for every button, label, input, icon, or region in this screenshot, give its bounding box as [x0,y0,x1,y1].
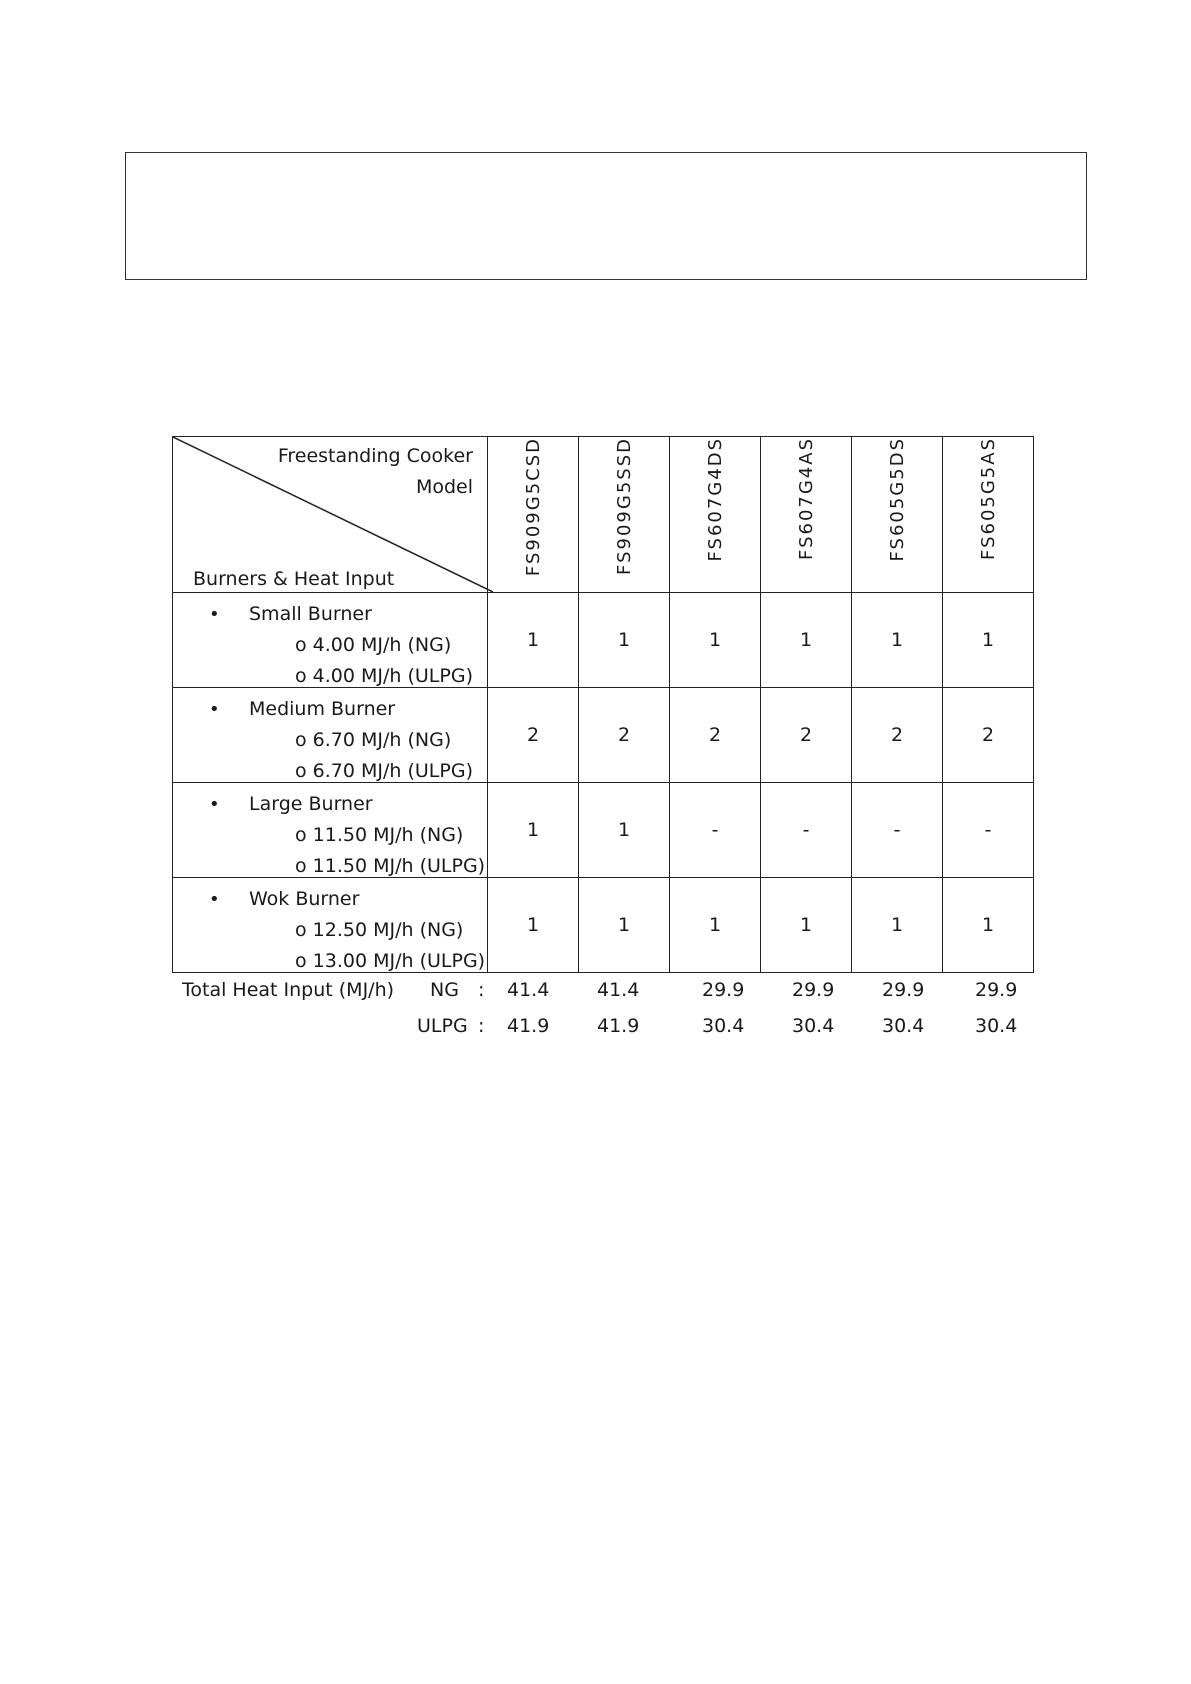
burner-label-cell [173,878,488,973]
burner-ulpg-rating: o 6.70 MJ/h (ULPG) [295,760,473,782]
corner-top-line1: Freestanding Cooker [277,445,473,467]
burner-ng-rating: o 6.70 MJ/h (NG) [295,729,452,751]
bullet: • [209,794,220,815]
separator: : [478,979,485,1001]
value-cell: 1 [488,593,579,688]
table-row [173,878,1034,973]
header-row [173,437,1034,593]
burner-ulpg-rating: o 4.00 MJ/h (ULPG) [295,665,473,687]
table-row [173,783,1034,878]
model-header [488,437,579,593]
table-row [173,688,1034,783]
model-header [670,437,761,593]
bullet: • [209,699,220,720]
model-label: FS607G4AS [795,437,817,560]
model-label: FS909G5CSD [522,437,544,577]
model-label: FS607G4DS [704,437,726,562]
value-cell: 1 [852,593,943,688]
totals-label: Total Heat Input (MJ/h) [182,979,395,1001]
total-heat-input [172,975,1034,1047]
total-value: 29.9 [975,979,1018,1001]
burner-label-cell [173,688,488,783]
table-row [173,593,1034,688]
value-cell: 1 [579,593,670,688]
total-value: 29.9 [792,979,835,1001]
model-label: FS605G5DS [886,437,908,562]
total-value: 41.9 [507,1015,550,1037]
value-cell: - [761,783,852,878]
value-cell: 1 [670,878,761,973]
value-cell: 1 [488,783,579,878]
gas-type-ng: NG [430,979,459,1001]
separator: : [478,1015,485,1037]
model-header [761,437,852,593]
bullet: • [209,889,220,910]
total-value: 30.4 [792,1015,835,1037]
bullet: • [209,604,220,625]
value-cell: 1 [761,878,852,973]
value-cell: - [943,783,1034,878]
burner-ng-rating: o 11.50 MJ/h (NG) [295,824,464,846]
corner-header-cell [173,437,488,593]
value-cell: 1 [670,593,761,688]
model-label: FS909G5SSD [613,437,635,575]
total-value: 41.4 [597,979,640,1001]
model-label: FS605G5AS [977,437,999,560]
corner-top-line2: Model [415,476,473,498]
total-value: 41.4 [507,979,550,1001]
total-value: 30.4 [975,1015,1018,1037]
burner-ng-rating: o 12.50 MJ/h (NG) [295,919,464,941]
burner-spec-table [172,436,1034,973]
value-cell: 2 [579,688,670,783]
total-value: 29.9 [702,979,745,1001]
value-cell: 1 [488,878,579,973]
value-cell: - [852,783,943,878]
burner-name: Large Burner [249,793,373,815]
model-header [852,437,943,593]
value-cell: 2 [488,688,579,783]
totals-ulpg-row [172,1011,1034,1047]
model-header [579,437,670,593]
corner-bottom-label: Burners & Heat Input [193,568,395,590]
value-cell: 1 [852,878,943,973]
value-cell: 2 [670,688,761,783]
value-cell: - [670,783,761,878]
value-cell: 2 [761,688,852,783]
value-cell: 2 [943,688,1034,783]
burner-label-cell [173,593,488,688]
burner-name: Medium Burner [249,698,396,720]
value-cell: 1 [943,593,1034,688]
burner-label-cell [173,783,488,878]
burner-ulpg-rating: o 13.00 MJ/h (ULPG) [295,950,486,972]
value-cell: 1 [943,878,1034,973]
burner-name: Small Burner [249,603,372,625]
gas-type-ulpg: ULPG [417,1015,468,1037]
empty-frame-box [125,152,1087,280]
corner-top-label [278,441,473,503]
burner-ulpg-rating: o 11.50 MJ/h (ULPG) [295,855,486,877]
total-value: 30.4 [882,1015,925,1037]
burner-ng-rating: o 4.00 MJ/h (NG) [295,634,452,656]
value-cell: 1 [579,783,670,878]
total-value: 30.4 [702,1015,745,1037]
total-value: 29.9 [882,979,925,1001]
value-cell: 1 [761,593,852,688]
value-cell: 2 [852,688,943,783]
burner-name: Wok Burner [249,888,360,910]
model-header [943,437,1034,593]
totals-ng-row [172,975,1034,1011]
total-value: 41.9 [597,1015,640,1037]
value-cell: 1 [579,878,670,973]
